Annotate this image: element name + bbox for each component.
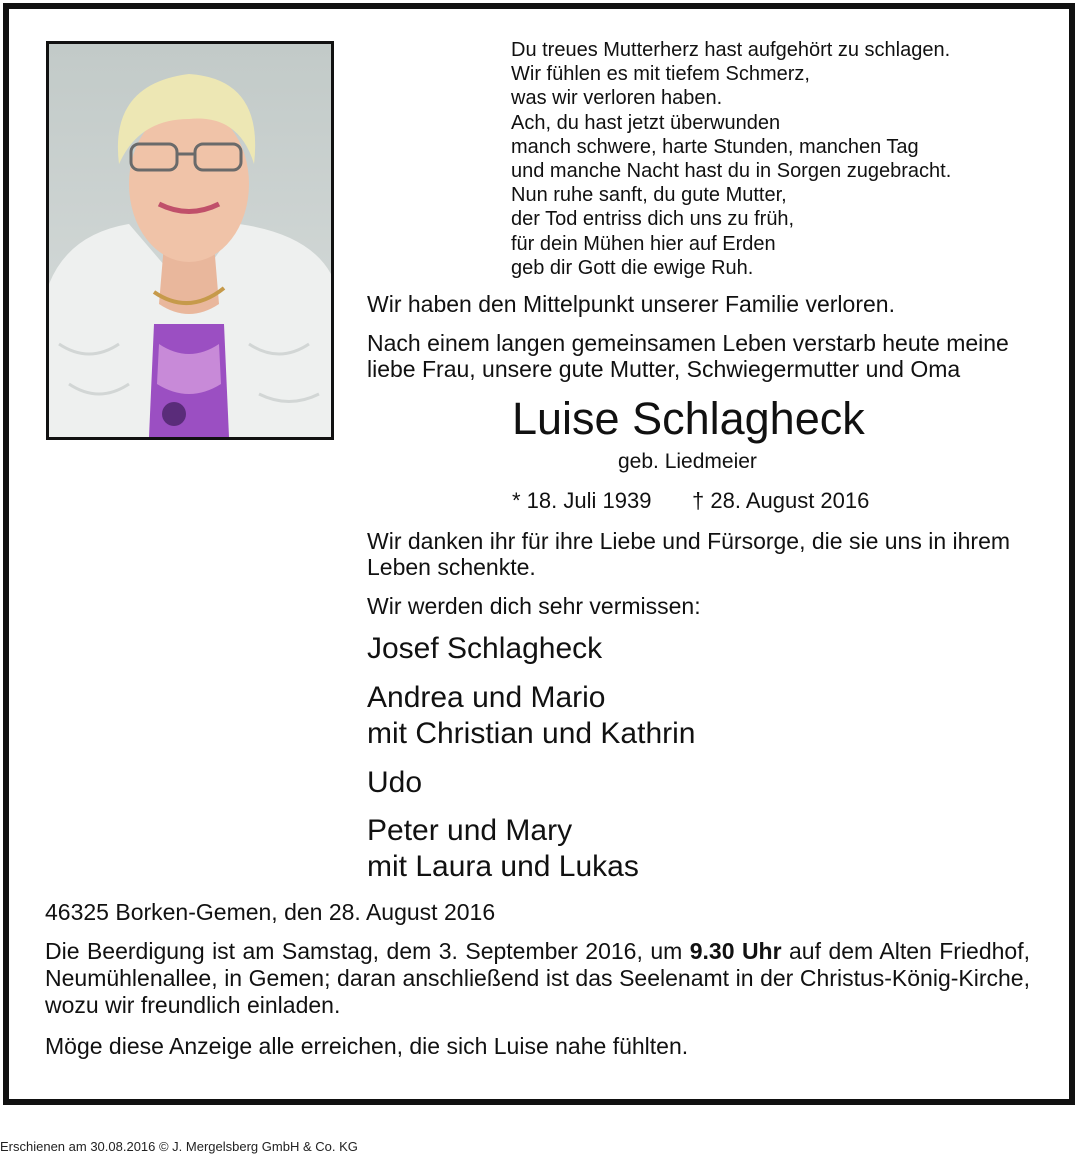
place-date: 46325 Borken-Gemen, den 28. August 2016 xyxy=(45,899,496,925)
closing-text: Möge diese Anzeige alle erreichen, die sich Luise nahe fühlten. xyxy=(45,1033,689,1059)
family-member: Andrea und Mario xyxy=(367,681,606,714)
maiden-name: geb. Liedmeier xyxy=(618,450,757,473)
poem-block xyxy=(511,38,951,280)
poem-line: manch schwere, harte Stunden, manchen Tag xyxy=(511,135,919,158)
thanks-line: Wir danken ihr für ihre Liebe und Fürsorge, die sie uns in ihrem xyxy=(367,528,1011,554)
funeral-info xyxy=(45,938,1030,1019)
portrait-illustration xyxy=(49,44,331,437)
death-date: † 28. August 2016 xyxy=(692,488,870,513)
intro-text: Wir haben den Mittelpunkt unserer Familie verloren. xyxy=(367,291,895,317)
poem-line: und manche Nacht hast du in Sorgen zugebracht. xyxy=(511,160,952,183)
family-member: Peter und Mary xyxy=(367,814,573,847)
poem-line: Nun ruhe sanft, du gute Mutter, xyxy=(511,184,787,207)
announcement-line: Nach einem langen gemeinsamen Leben verstarb heute meine xyxy=(367,330,1009,356)
poem-line: was wir verloren haben. xyxy=(511,87,723,110)
deceased-name: Luise Schlagheck xyxy=(512,393,865,444)
publication-footer: Erschienen am 30.08.2016 © J. Mergelsberg GmbH & Co. KG xyxy=(0,1139,358,1154)
announcement-line: liebe Frau, unsere gute Mutter, Schwiegermutter und Oma xyxy=(367,356,961,382)
family-member: Udo xyxy=(367,766,423,799)
poem-line: Wir fühlen es mit tiefem Schmerz, xyxy=(511,63,810,86)
family-member: Josef Schlagheck xyxy=(367,632,603,665)
birth-date: * 18. Juli 1939 xyxy=(512,488,652,513)
funeral-text: Die Beerdigung ist am Samstag, dem 3. September 2016, um xyxy=(45,938,690,964)
funeral-time: 9.30 Uhr xyxy=(689,938,782,964)
portrait-photo xyxy=(46,41,334,440)
thanks-line: Leben schenkte. xyxy=(367,554,536,580)
funeral-text: auf dem Alten Friedhof, Neumühlenallee, in Gemen; daran anschließend ist das Seelenamt in der Christus-König-Kirche, wozu wir freundlich einladen. xyxy=(45,938,1031,1018)
thanks-text xyxy=(367,528,1010,580)
poem-line: Ach, du hast jetzt überwunden xyxy=(511,111,781,134)
family-member: mit Laura und Lukas xyxy=(367,850,639,883)
poem-line: der Tod entriss dich uns zu früh, xyxy=(511,208,795,231)
family-member: mit Christian und Kathrin xyxy=(367,717,696,750)
poem-line: Du treues Mutterherz hast aufgehört zu schlagen. xyxy=(511,39,951,61)
poem-line: für dein Mühen hier auf Erden xyxy=(511,232,776,255)
miss-text: Wir werden dich sehr vermissen: xyxy=(367,593,701,619)
poem-line: geb dir Gott die ewige Ruh. xyxy=(511,256,754,279)
announcement-text xyxy=(367,330,1009,382)
